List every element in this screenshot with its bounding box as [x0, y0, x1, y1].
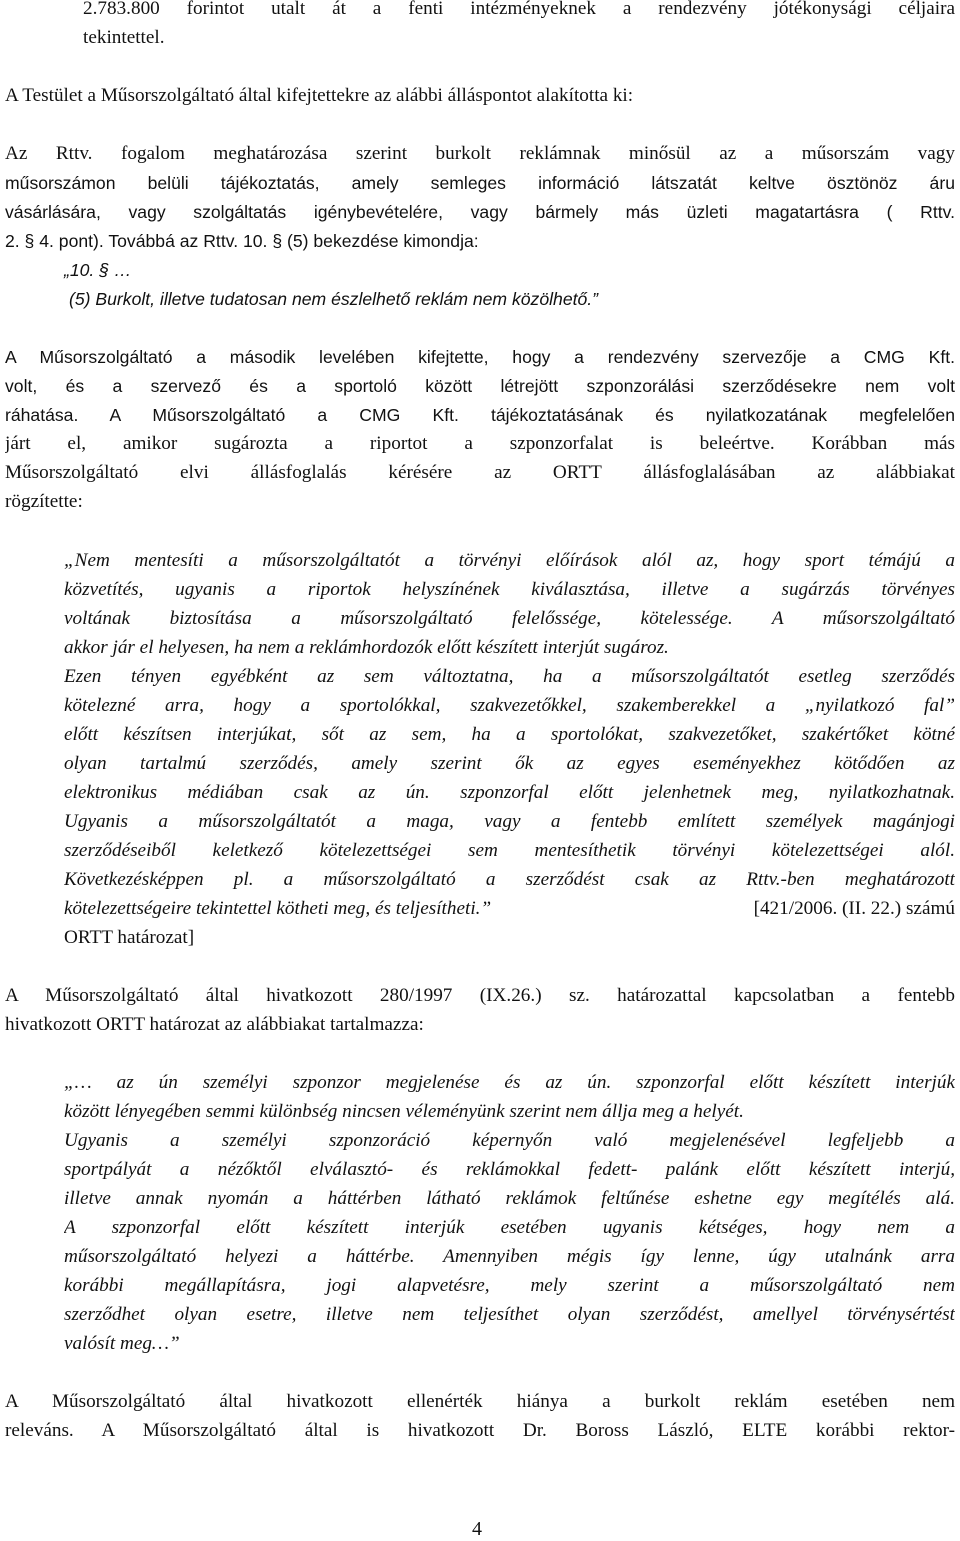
rttv-line-2: műsorszámon belüli tájékoztatás, amely semleges információ látszatát keltve ösztönöz áru — [5, 173, 955, 193]
ortt-quote-line-4: akkor jár el helyesen, ha nem a reklámhordozók előtt készített interjút sugároz. — [64, 637, 669, 658]
ref-line-2: hivatkozott ORTT határozat az alábbiakat tartalmazza: — [5, 1014, 424, 1035]
ortt-quote-line-7: előtt készítsen interjúkat, sőt az sem, ha a sportolókat, szakvezetőket, szakértőket kötné — [64, 724, 955, 745]
ortt-reference-end: ORTT határozat] — [64, 927, 195, 948]
quote2-line-4: sportpályát a nézőktől elválasztó- és reklámokkal fedett- palánk előtt készített interjú, — [64, 1159, 955, 1180]
quote2-line-1: „… az ún személyi szponzor megjelenése és az ún. szponzorfal előtt készített interjúk — [64, 1072, 955, 1093]
quote2-line-8: korábbi megállapításra, jogi alapvetésre, mely szerint a műsorszolgáltató nem — [64, 1275, 955, 1296]
rttv-line-1: Az Rttv. fogalom meghatározása szerint burkolt reklámnak minősül az a műsorszám vagy — [5, 143, 955, 164]
quote2-line-9: szerződhet olyan esetre, illetve nem teljesíthet olyan szerződést, amellyel törvénysértést — [64, 1304, 955, 1325]
cmg-line-5: Műsorszolgáltató elvi állásfoglalás kérésére az ORTT állásfoglalásában az alábbiakat — [5, 462, 955, 483]
cmg-line-2: volt, és a szervező és a sportoló között létrejött szponzorálási szerződésekre nem volt — [5, 376, 955, 396]
ortt-quote-line-3: voltának biztosítása a műsorszolgáltató felelőssége, kötelessége. A műsorszolgáltató — [64, 608, 955, 629]
cmg-line-1: A Műsorszolgáltató a második levelében kifejtette, hogy a rendezvény szervezője a CMG Kft. — [5, 347, 955, 367]
ortt-quote-line-8: olyan tartalmú szerződés, amely szerint ők az egyes eseményekhez kötődően az — [64, 753, 955, 774]
ortt-quote-line-9: elektronikus médiában csak az ún. szponzorfal előtt jelenhetnek meg, nyilatkozhatnak. — [64, 782, 955, 803]
ortt-quote-line-13 — [64, 897, 955, 921]
intro-line-3: A Testület a Műsorszolgáltató által kifejtettekre az alábbi álláspontot alakította ki: — [5, 85, 634, 106]
ortt-quote-line-10: Ugyanis a műsorszolgáltatót a maga, vagy a fentebb említett személyek magánjogi — [64, 811, 955, 832]
ortt-quote-line-11: szerződéseiből keletkező kötelezettségei sem mentesíthetik törvényi kötelezettségei alól. — [64, 840, 955, 861]
quote2-line-6: A szponzorfal előtt készített interjúk esetében ugyanis kétséges, hogy nem a — [64, 1217, 955, 1238]
ortt-reference: [421/2006. (II. 22.) számú — [753, 898, 955, 919]
page-number: 4 — [472, 1518, 482, 1540]
cmg-line-6: rögzítette: — [5, 491, 83, 512]
quote2-line-5: illetve annak nyomán a háttérben látható reklámok feltűnése eshetne egy megítélés alá. — [64, 1188, 955, 1209]
final-line-2: releváns. A Műsorszolgáltató által is hivatkozott Dr. Boross László, ELTE korábbi rektor- — [5, 1420, 955, 1441]
intro-line-1: 2.783.800 forintot utalt át a fenti intézményeknek a rendezvény jótékonysági céljaira — [83, 0, 955, 19]
quote2-line-10: valósít meg…” — [64, 1333, 180, 1354]
ref-line-1: A Műsorszolgáltató által hivatkozott 280/1997 (IX.26.) sz. határozattal kapcsolatban a fentebb — [5, 985, 955, 1006]
ortt-quote-line-5: Ezen tényen egyébként az sem változtatna, ha a műsorszolgáltatót esetleg szerződés — [64, 666, 955, 687]
final-line-1: A Műsorszolgáltató által hivatkozott ellenérték hiánya a burkolt reklám esetében nem — [5, 1391, 955, 1412]
ortt-quote-line-12: Következésképpen pl. a műsorszolgáltató a szerződést csak az Rttv.-ben meghatározott — [64, 869, 955, 890]
rttv-line-3: vásárlására, vagy szolgáltatás igénybevételére, vagy bármely más üzleti magatartásra ( Rttv. — [5, 202, 955, 222]
ortt-quote-line-6: kötelezné arra, hogy a sportolókkal, szakvezetőkkel, szakemberekkel a „nyilatkozó fal” — [64, 695, 955, 716]
quote2-line-7: műsorszolgáltató helyezi a háttérbe. Amennyiben mégis így lenne, úgy utalnánk arra — [64, 1246, 955, 1267]
intro-line-2: tekintettel. — [83, 27, 165, 48]
cmg-line-3: ráhatása. A Műsorszolgáltató a CMG Kft. tájékoztatásának és nyilatkozatának megfelelően — [5, 405, 955, 425]
ortt-quote-line-2: közvetítés, ugyanis a riportok helyszínének kiválasztása, illetve a sugárzás törvényes — [64, 579, 955, 600]
rttv-line-4: 2. § 4. pont). Továbbá az Rttv. 10. § (5) bekezdése kimondja: — [5, 231, 479, 251]
rttv-quote-1: „10. § … — [64, 260, 132, 280]
quote2-line-3: Ugyanis a személyi szponzoráció képernyőn való megjelenésével legfeljebb a — [64, 1130, 955, 1151]
ortt-quote-line-13-text: kötelezettségeire tekintettel kötheti meg, és teljesítheti.” — [64, 898, 492, 919]
cmg-line-4: járt el, amikor sugározta a riportot a szponzorfalat is beleértve. Korábban más — [5, 433, 955, 454]
rttv-quote-2: (5) Burkolt, illetve tudatosan nem észlelhető reklám nem közölhető.” — [69, 289, 599, 309]
quote2-line-2: között lényegében semmi különbség nincsen véleményünk szerint nem állja meg a helyét. — [64, 1101, 744, 1122]
ortt-quote-line-1: „Nem mentesíti a műsorszolgáltatót a törvényi előírások alól az, hogy sport témájú a — [64, 550, 955, 571]
